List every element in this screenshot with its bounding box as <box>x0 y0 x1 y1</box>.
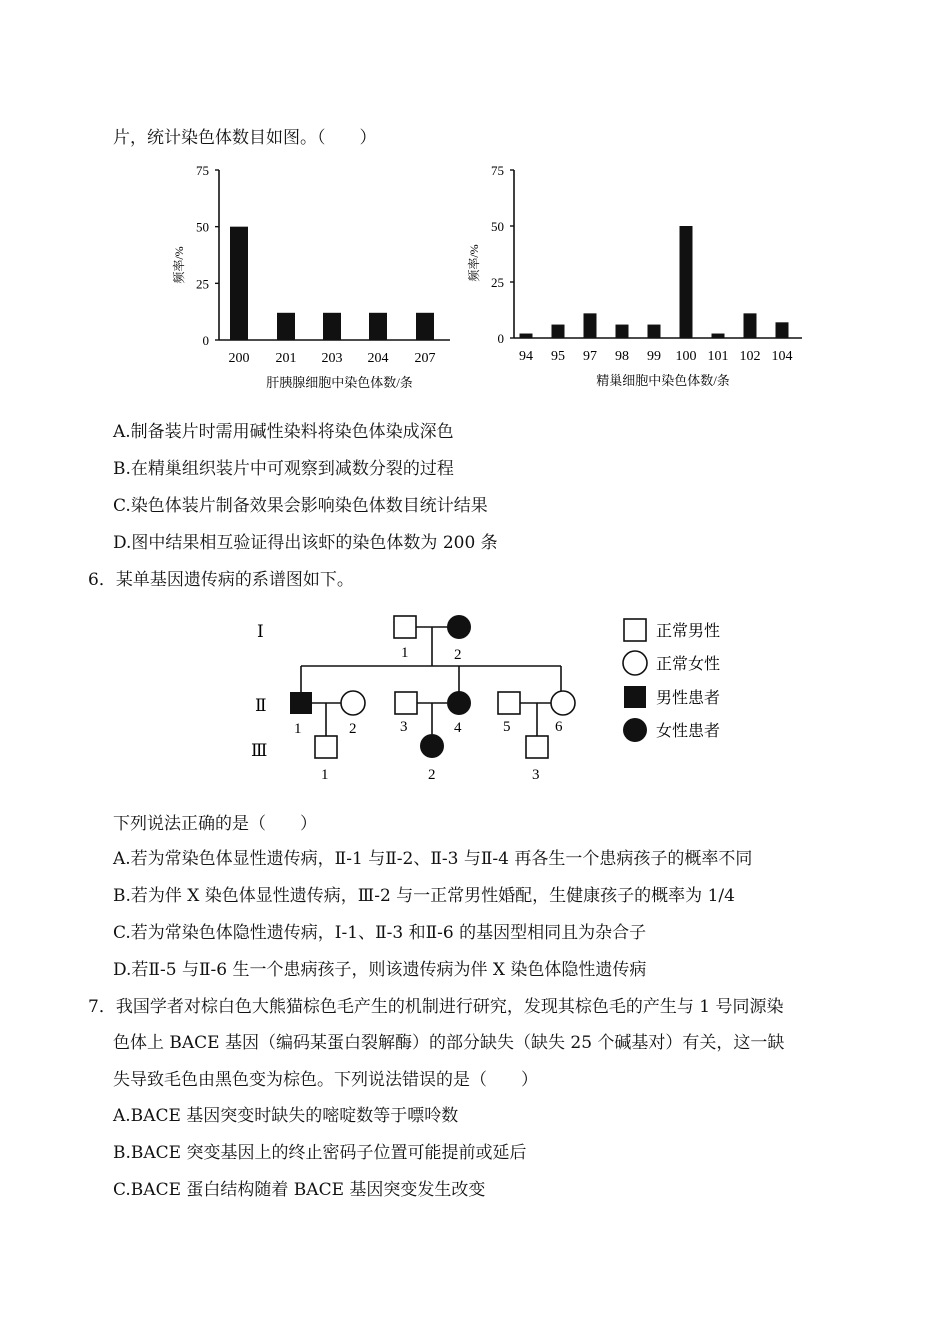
generation-label: Ⅱ <box>255 696 267 715</box>
x-tick-label: 101 <box>707 349 729 364</box>
x-tick-label: 102 <box>739 349 761 364</box>
individual-number: 2 <box>349 721 357 737</box>
individual-number: 3 <box>400 719 408 735</box>
individual-number: 3 <box>532 767 540 783</box>
x-tick-label: 104 <box>771 349 793 364</box>
bar <box>648 325 661 338</box>
y-tick-label: 25 <box>491 275 504 290</box>
individual-number: 5 <box>503 719 511 735</box>
bar <box>776 322 789 338</box>
x-tick-label: 99 <box>647 349 661 364</box>
q6-option-a: A.若为常染色体显性遗传病，Ⅱ-1 与Ⅱ-2、Ⅱ-3 与Ⅱ-4 再各生一个患病孩子的概率不同 <box>113 849 753 869</box>
x-tick-label: 204 <box>367 351 389 366</box>
normal-male-symbol <box>498 692 520 714</box>
q7-stem-line-3: 失导致毛色由黑色变为棕色。下列说法错误的是（ ） <box>113 1070 538 1090</box>
y-axis-label: 频率/% <box>172 246 186 284</box>
q7-stem-line-2: 色体上 BACE 基因（编码某蛋白裂解酶）的部分缺失（缺失 25 个碱基对）有关，这一缺 <box>113 1033 785 1053</box>
legend-label: 女性患者 <box>656 723 721 740</box>
x-tick-label: 100 <box>675 349 697 364</box>
normal-male-symbol <box>526 736 548 758</box>
individual-number: 6 <box>555 719 563 735</box>
y-tick-label: 75 <box>196 163 209 178</box>
y-tick-label: 0 <box>202 333 209 348</box>
x-tick-label: 207 <box>414 351 436 366</box>
chart-testis <box>462 158 807 398</box>
normal-female-symbol <box>341 691 365 715</box>
bar <box>230 227 248 340</box>
pedigree-diagram <box>235 605 735 790</box>
question-intro: 片，统计染色体数目如图。（ ） <box>113 128 377 148</box>
legend-affected-female-icon <box>623 718 647 742</box>
normal-male-symbol <box>394 616 416 638</box>
q7-stem-line-1: 7．我国学者对棕白色大熊猫棕色毛产生的机制进行研究，发现其棕色毛的产生与 1 号同源染 <box>88 997 784 1017</box>
q5-option-d: D.图中结果相互验证得出该虾的染色体数为 200 条 <box>113 533 498 553</box>
y-tick-label: 75 <box>491 163 504 178</box>
y-axis-label: 频率/% <box>467 244 481 282</box>
q5-option-a: A.制备装片时需用碱性染料将染色体染成深色 <box>113 422 454 442</box>
generation-label: Ⅰ <box>257 622 264 641</box>
chart-liver-pancreas <box>165 158 460 398</box>
bar <box>369 313 387 340</box>
q6-option-c: C.若为常染色体隐性遗传病，Ⅰ-1、Ⅱ-3 和Ⅱ-6 的基因型相同且为杂合子 <box>113 923 647 943</box>
generation-label: Ⅲ <box>251 741 268 760</box>
q5-option-c: C.染色体装片制备效果会影响染色体数目统计结果 <box>113 496 488 516</box>
x-axis-label: 肝胰腺细胞中染色体数/条 <box>266 375 413 390</box>
normal-male-symbol <box>395 692 417 714</box>
bar <box>277 313 295 340</box>
q6-option-d: D.若Ⅱ-5 与Ⅱ-6 生一个患病孩子，则该遗传病为伴 X 染色体隐性遗传病 <box>113 960 647 980</box>
y-tick-label: 50 <box>491 219 504 234</box>
affected-female-symbol <box>447 691 471 715</box>
affected-female-symbol <box>447 615 471 639</box>
legend-normal-female-icon <box>623 651 647 675</box>
legend-label: 正常男性 <box>656 623 721 640</box>
q6-stem: 6．某单基因遗传病的系谱图如下。 <box>88 570 354 590</box>
q7-option-b: B.BACE 突变基因上的终止密码子位置可能提前或延后 <box>113 1143 527 1163</box>
bar <box>712 334 725 338</box>
individual-number: 4 <box>454 720 462 736</box>
y-tick-label: 50 <box>196 219 209 235</box>
q5-option-b: B.在精巢组织装片中可观察到减数分裂的过程 <box>113 459 454 479</box>
individual-number: 2 <box>454 647 462 663</box>
bar <box>552 325 565 338</box>
individual-number: 2 <box>428 767 436 783</box>
x-tick-label: 97 <box>583 349 597 364</box>
x-tick-label: 94 <box>519 349 533 364</box>
y-tick-label: 25 <box>196 276 209 292</box>
individual-number: 1 <box>294 721 302 737</box>
affected-female-symbol <box>420 734 444 758</box>
legend-normal-male-icon <box>624 619 646 641</box>
q6-option-b: B.若为伴 X 染色体显性遗传病，Ⅲ-2 与一正常男性婚配，生健康孩子的概率为 1/4 <box>113 886 735 906</box>
x-tick-label: 95 <box>551 349 565 364</box>
bar <box>323 313 341 340</box>
x-tick-label: 98 <box>615 349 629 364</box>
y-tick-label: 0 <box>497 331 504 346</box>
bar <box>416 313 434 340</box>
individual-number: 1 <box>401 645 409 661</box>
bar <box>744 313 757 338</box>
normal-female-symbol <box>551 691 575 715</box>
x-tick-label: 200 <box>228 351 250 366</box>
legend-label: 正常女性 <box>656 656 721 673</box>
legend-label: 男性患者 <box>656 690 721 707</box>
legend-affected-male-icon <box>624 686 646 708</box>
x-tick-label: 203 <box>321 351 343 366</box>
bar <box>680 226 693 338</box>
individual-number: 1 <box>321 767 329 783</box>
bar <box>520 334 533 338</box>
affected-male-symbol <box>290 692 312 714</box>
normal-male-symbol <box>315 736 337 758</box>
q7-option-a: A.BACE 基因突变时缺失的嘧啶数等于嘌呤数 <box>113 1106 459 1126</box>
x-axis-label: 精巢细胞中染色体数/条 <box>596 373 730 388</box>
q7-option-c: C.BACE 蛋白结构随着 BACE 基因突变发生改变 <box>113 1180 486 1200</box>
x-tick-label: 201 <box>275 351 297 366</box>
bar <box>584 313 597 338</box>
bar <box>616 325 629 338</box>
q6-prompt: 下列说法正确的是（ ） <box>113 814 317 834</box>
